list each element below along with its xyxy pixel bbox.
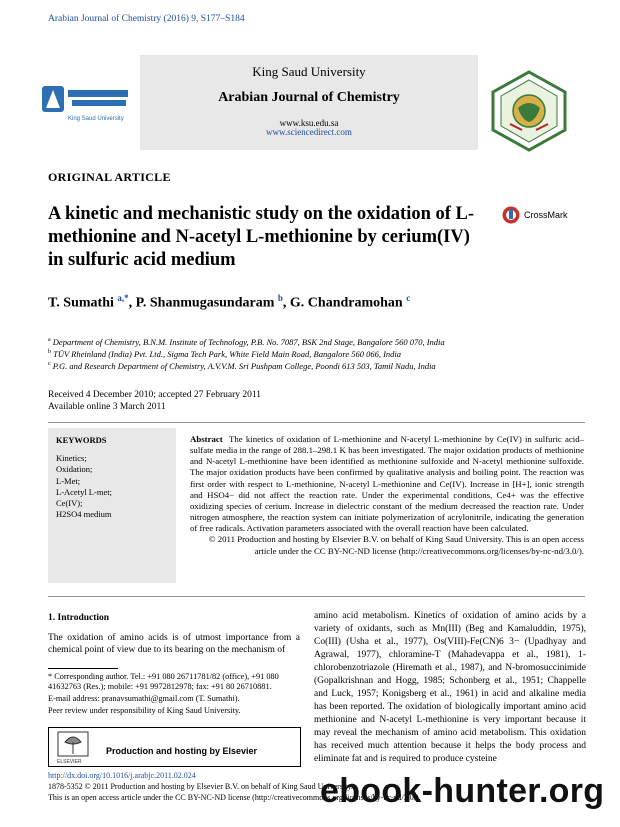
elsevier-tree-icon [55,730,95,766]
author-name: G. Chandramohan [289,295,403,311]
keyword: H2SO4 medium [56,509,112,520]
intro-paragraph: The oxidation of amino acids is of utmost importance from a chemical point of view due to its bearing on the mechanism of [48,633,300,656]
keyword: L-Acetyl L-met; [56,486,112,497]
abstract-label: Abstract [190,434,223,444]
author-name: P. Shanmugasundaram [135,295,275,311]
affiliation: $^b$ TÜV Rheinland (India) Pvt. Ltd., Sigma Tech Park, White Field Main Road, Bangalore 560 066, India [48,349,402,359]
journal-name: Arabian Journal of Chemistry [218,90,400,105]
svg-text:ELSEVIER: ELSEVIER [57,759,82,765]
saudi-chemical-society-logo [488,70,570,152]
open-access-line: This is an open access article under the CC BY-NC-ND license (http://creativecommons.org/licenses/by-nc-nd/3.0/). [48,793,421,802]
keyword: Oxidation; [56,464,93,475]
keyword: Kinetics; [56,453,87,464]
ksu-logo [42,80,137,128]
keyword: L-Met; [56,475,81,486]
crossmark-badge[interactable] [502,206,584,224]
author-affil-link[interactable]: c [406,293,411,303]
email-note[interactable]: E-mail address: pranavsumathi@gmail.com (T. Sumathi). [48,694,240,703]
corresponding-author-note: * Corresponding author. Tel.: +91 080 26711781/82 (office), +91 080 41632763 (Res.); mobile: +91 9972812978; fax: +91 80 26710881. [48,672,279,692]
keywords-heading: KEYWORDS [56,435,107,445]
peer-review-note: Peer review under responsibility of King Saud University. [48,706,241,715]
author-affil-link[interactable]: a,* [117,293,129,303]
abstract-text: The kinetics of oxidation of L-methionine and N-acetyl L-methionine by Ce(IV) in sulfuric acid–sulfate media in the range of 288.1–298.1 K has been investigated. The major oxidation products of methionine and N-acetyl L-methionine have been identified as methionine sulfoxide and N-acetyl methionine sulfoxide. The major oxidation products have been confirmed by qualitative analysis and boiling point. The reaction was first order with respect to L-methionine, N-acetyl L-methionine and Ce(IV). Increase in [H+], ionic strength and HSO4− did not affect the reaction rate. Under the experimental conditions, Ce4+ was the effective oxidizing species of cerium. Increase in dielectric constant of the medium decreased the reaction rate. Under nitrogen atmosphere, the reaction system can initiate polymerization of acrylonitrile, indicating the generation of free radicals. Activation parameters associated with the overall reaction have been calculated. [190,434,584,534]
crossmark-label: CrossMark [524,210,568,220]
article-title: A kinetic and mechanistic study on the oxidation of L-methionine and N-acetyl L-methionine by cerium(IV) in sulfuric acid medium [48,204,475,270]
divider [48,422,585,423]
keywords-box [48,428,176,583]
crossmark-icon [502,206,520,224]
abstract [190,434,584,557]
footnote-rule [48,668,118,669]
divider [48,596,585,597]
abstract-copyright: © 2011 Production and hosting by Elsevier B.V. on behalf of King Saud University. This is an open access article under the CC BY-NC-ND license (http://creativecommons.org/licenses/by-nc-nd/3.0/). [208,534,584,556]
author-list: T. Sumathi $^{a,*}$, P. Shanmugasundaram $^b$, G. Chandramohan $^c$ [48,293,411,311]
author-affil-link[interactable]: b [277,293,283,303]
sciencedirect-url[interactable]: www.sciencedirect.com [266,127,352,137]
ksu-url[interactable]: www.ksu.edu.sa [279,118,339,128]
watermark: ebook-hunter.org [320,772,605,810]
author-name: T. Sumathi [48,295,114,311]
ksu-logo-caption: King Saud University [68,116,124,122]
section-heading: 1. Introduction [48,613,110,623]
doi-link[interactable]: http://dx.doi.org/10.1016/j.arabjc.2011.02.024 [48,771,196,780]
online-date: Available online 3 March 2011 [48,402,166,412]
affiliation: $^a$ Department of Chemistry, B.N.M. Institute of Technology, P.B. No. 7087, BSK 2nd Stage, Bangalore 560 070, India [48,337,445,347]
journal-citation[interactable]: Arabian Journal of Chemistry (2016) 9, S177–S184 [48,14,245,24]
article-type: ORIGINAL ARTICLE [48,170,171,184]
right-column-text: amino acid metabolism. Kinetics of oxidation of amino acids by a variety of oxidants, such as Mn(III) (Beg and Kamaluddin, 1975), Co(III) (Usha et al., 1977), Os(VIII)-Fe(CN)6 3− (Upadhyay and Agrawal, 1977), chloramine-T (Mahadevappa et al., 1981), 1-chlorobenzotriazole (Hiremath et al., 1987), and N-bromosuccinimide (Gopalkrishnan and Hogg, 1985; Schonberg et al., 1951; Chappelle and Luck, 1957; Konigsberg et al., 1961) in acid and alkaline media has been reported. The oxidation of biologically important amino acid methionine and N-acetyl L-methionine is very important because it may reveal the mechanism of amino acid metabolism. This oxidation has received much attention because it helps the body process and eliminate fat and is required to produce cysteine [314,611,586,764]
keyword: Ce(IV); [56,498,83,509]
received-date: Received 4 December 2010; accepted 27 February 2011 [48,390,262,400]
issn-line: 1878-5352 © 2011 Production and hosting by Elsevier B.V. on behalf of King Saud University. [48,782,353,791]
elsevier-label: Production and hosting by Elsevier [106,746,258,756]
university-name: King Saud University [252,64,366,79]
affiliation: $^c$ P.G. and Research Department of Chemistry, A.V.V.M. Sri Pushpam College, Poondi 613 503, Tamil Nadu, India [48,361,436,371]
